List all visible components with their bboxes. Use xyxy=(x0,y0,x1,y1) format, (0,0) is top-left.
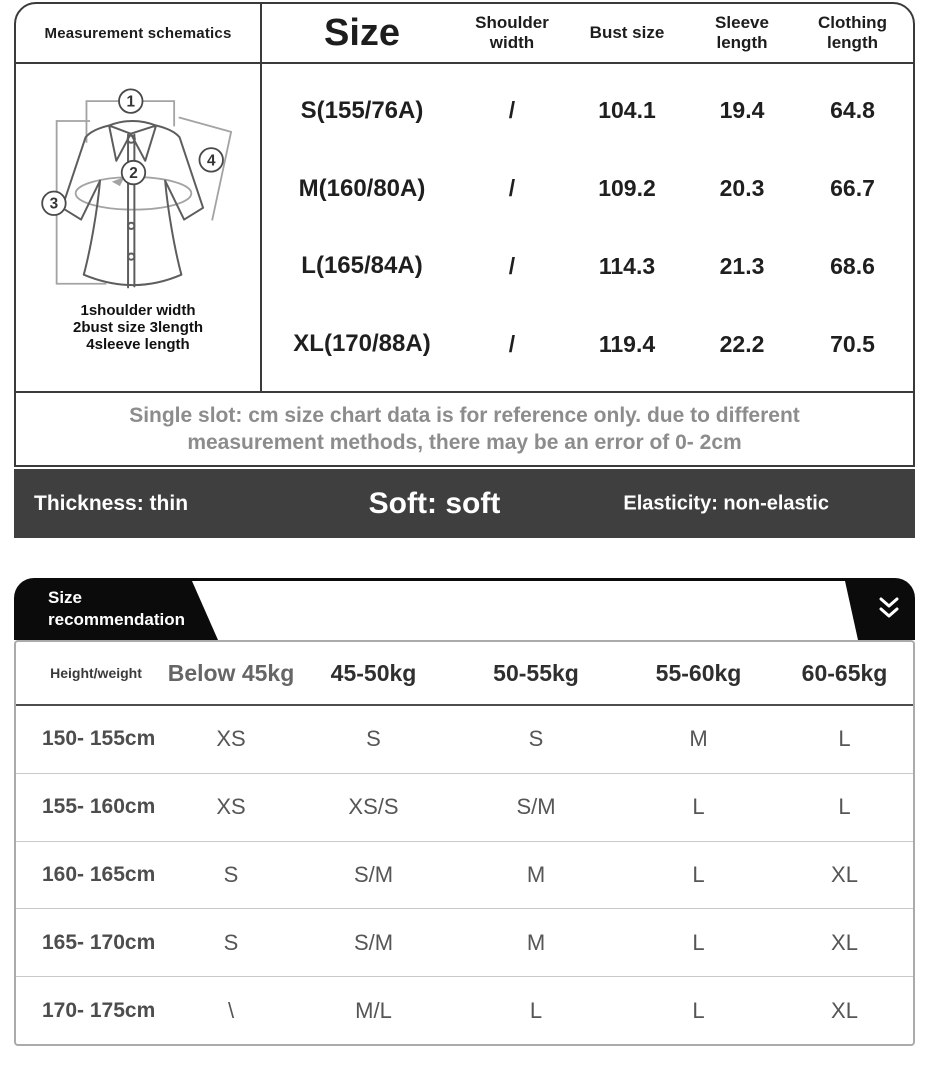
size-label: XL(170/88A) xyxy=(293,330,431,358)
sleeve-length-value: 22.2 xyxy=(719,330,765,357)
table-row xyxy=(16,976,913,1044)
sleeve-length-column-header: Sleeve length xyxy=(715,13,769,52)
height-row-label: 165- 170cm xyxy=(42,930,156,954)
marker-3: 3 xyxy=(49,195,59,213)
recommendation-header-row xyxy=(16,642,913,706)
table-row xyxy=(16,841,913,909)
elasticity-label: Elasticity: non-elastic xyxy=(623,492,829,514)
clothing-length-value: 70.5 xyxy=(830,330,875,357)
fabric-attributes-bar xyxy=(14,469,915,538)
recommended-size: \ xyxy=(227,997,235,1023)
recommended-size: S xyxy=(223,929,239,955)
recommended-size: L xyxy=(838,794,851,820)
recommended-size: S/M xyxy=(353,861,394,887)
size-label: M(160/80A) xyxy=(298,174,426,202)
bust-size-value: 114.3 xyxy=(598,252,656,279)
height-weight-header: Height/weight xyxy=(50,665,142,681)
recommended-size: XS xyxy=(216,794,246,820)
weight-column-header: Below 45kg xyxy=(167,659,295,686)
recommended-size: M xyxy=(526,861,546,887)
shoulder-width-value: / xyxy=(508,175,516,202)
clothing-length-column-header: Clothing length xyxy=(818,13,887,52)
weight-column-header: 60-65kg xyxy=(801,659,888,686)
shoulder-width-column-header: Shoulder width xyxy=(475,13,549,52)
size-column-header: Size xyxy=(323,11,401,54)
recommended-size: L xyxy=(529,997,543,1023)
disclaimer-note xyxy=(16,391,913,465)
table-row xyxy=(262,252,913,280)
disclaimer-line: measurement methods, there may be an error of 0- 2cm xyxy=(187,431,742,454)
measurement-schematics-label: Measurement schematics xyxy=(44,24,232,42)
bust-size-value: 119.4 xyxy=(598,330,656,357)
recommended-size: M/L xyxy=(355,997,392,1023)
recommended-size: L xyxy=(692,861,705,887)
table-row xyxy=(262,175,913,203)
size-chart-header-row xyxy=(16,4,913,64)
height-row-label: 150- 155cm xyxy=(42,727,156,751)
recommended-size: XS xyxy=(216,726,246,752)
recommended-size: L xyxy=(692,794,705,820)
size-label: S(155/76A) xyxy=(300,96,424,124)
weight-column-header: 55-60kg xyxy=(655,659,742,686)
marker-1: 1 xyxy=(126,93,136,111)
thickness-label: Thickness: thin xyxy=(34,491,189,515)
diagram-caption-line: 2bust size 3length xyxy=(72,319,204,336)
recommended-size: XL xyxy=(831,997,858,1023)
recommended-size: S/M xyxy=(353,929,394,955)
clothing-length-value: 64.8 xyxy=(830,97,875,124)
disclaimer-line: Single slot: cm size chart data is for reference only. due to different xyxy=(129,404,800,427)
recommended-size: L xyxy=(692,929,705,955)
height-row-label: 160- 165cm xyxy=(42,862,156,886)
size-recommendation-title: Size recommendation xyxy=(48,588,185,629)
size-chart-card xyxy=(14,2,915,467)
shoulder-width-value: / xyxy=(508,252,516,279)
recommended-size: L xyxy=(692,997,705,1023)
recommended-size: XL xyxy=(831,861,858,887)
marker-2: 2 xyxy=(129,164,138,182)
diagram-caption-line: 1shoulder width xyxy=(80,302,196,319)
height-row-label: 170- 175cm xyxy=(42,998,156,1022)
recommended-size: S/M xyxy=(516,794,556,820)
recommended-size: XS/S xyxy=(348,794,399,820)
recommended-size: S xyxy=(366,726,381,752)
recommended-size: M xyxy=(689,726,708,752)
weight-column-header: 50-55kg xyxy=(493,659,579,686)
measurement-schematics-cell xyxy=(16,4,262,62)
softness-label: Soft: soft xyxy=(368,486,501,520)
diagram-caption-line: 4sleeve length xyxy=(86,336,190,353)
recommended-size: XL xyxy=(831,929,858,955)
recommended-size: M xyxy=(526,929,546,955)
bust-size-column-header: Bust size xyxy=(589,23,665,43)
height-row-label: 155- 160cm xyxy=(42,795,156,819)
size-chart-table xyxy=(16,4,913,391)
shirt-diagram xyxy=(34,74,242,300)
size-label: L(165/84A) xyxy=(301,252,423,280)
sleeve-length-value: 19.4 xyxy=(719,97,765,124)
weight-column-header: 45-50kg xyxy=(330,659,417,686)
bust-size-value: 109.2 xyxy=(598,175,656,202)
recommended-size: S xyxy=(223,861,239,887)
size-recommendation-table xyxy=(14,640,915,1046)
table-row xyxy=(262,97,913,125)
table-row xyxy=(262,330,913,358)
chevron-double-down-icon[interactable] xyxy=(878,596,900,622)
measurement-diagram-cell xyxy=(16,64,262,391)
shoulder-width-value: / xyxy=(508,97,516,124)
bust-size-value: 104.1 xyxy=(598,97,656,124)
table-row xyxy=(16,773,913,841)
clothing-length-value: 68.6 xyxy=(830,252,875,279)
clothing-length-value: 66.7 xyxy=(830,175,875,202)
marker-4: 4 xyxy=(206,152,216,170)
sleeve-length-value: 20.3 xyxy=(719,175,765,202)
shoulder-width-value: / xyxy=(508,330,516,357)
sleeve-length-value: 21.3 xyxy=(719,252,765,279)
recommended-size: S xyxy=(528,726,544,752)
diagram-caption xyxy=(73,302,203,353)
recommended-size: L xyxy=(838,726,851,752)
table-row xyxy=(16,706,913,773)
table-row xyxy=(16,908,913,976)
size-recommendation-header xyxy=(14,578,915,640)
